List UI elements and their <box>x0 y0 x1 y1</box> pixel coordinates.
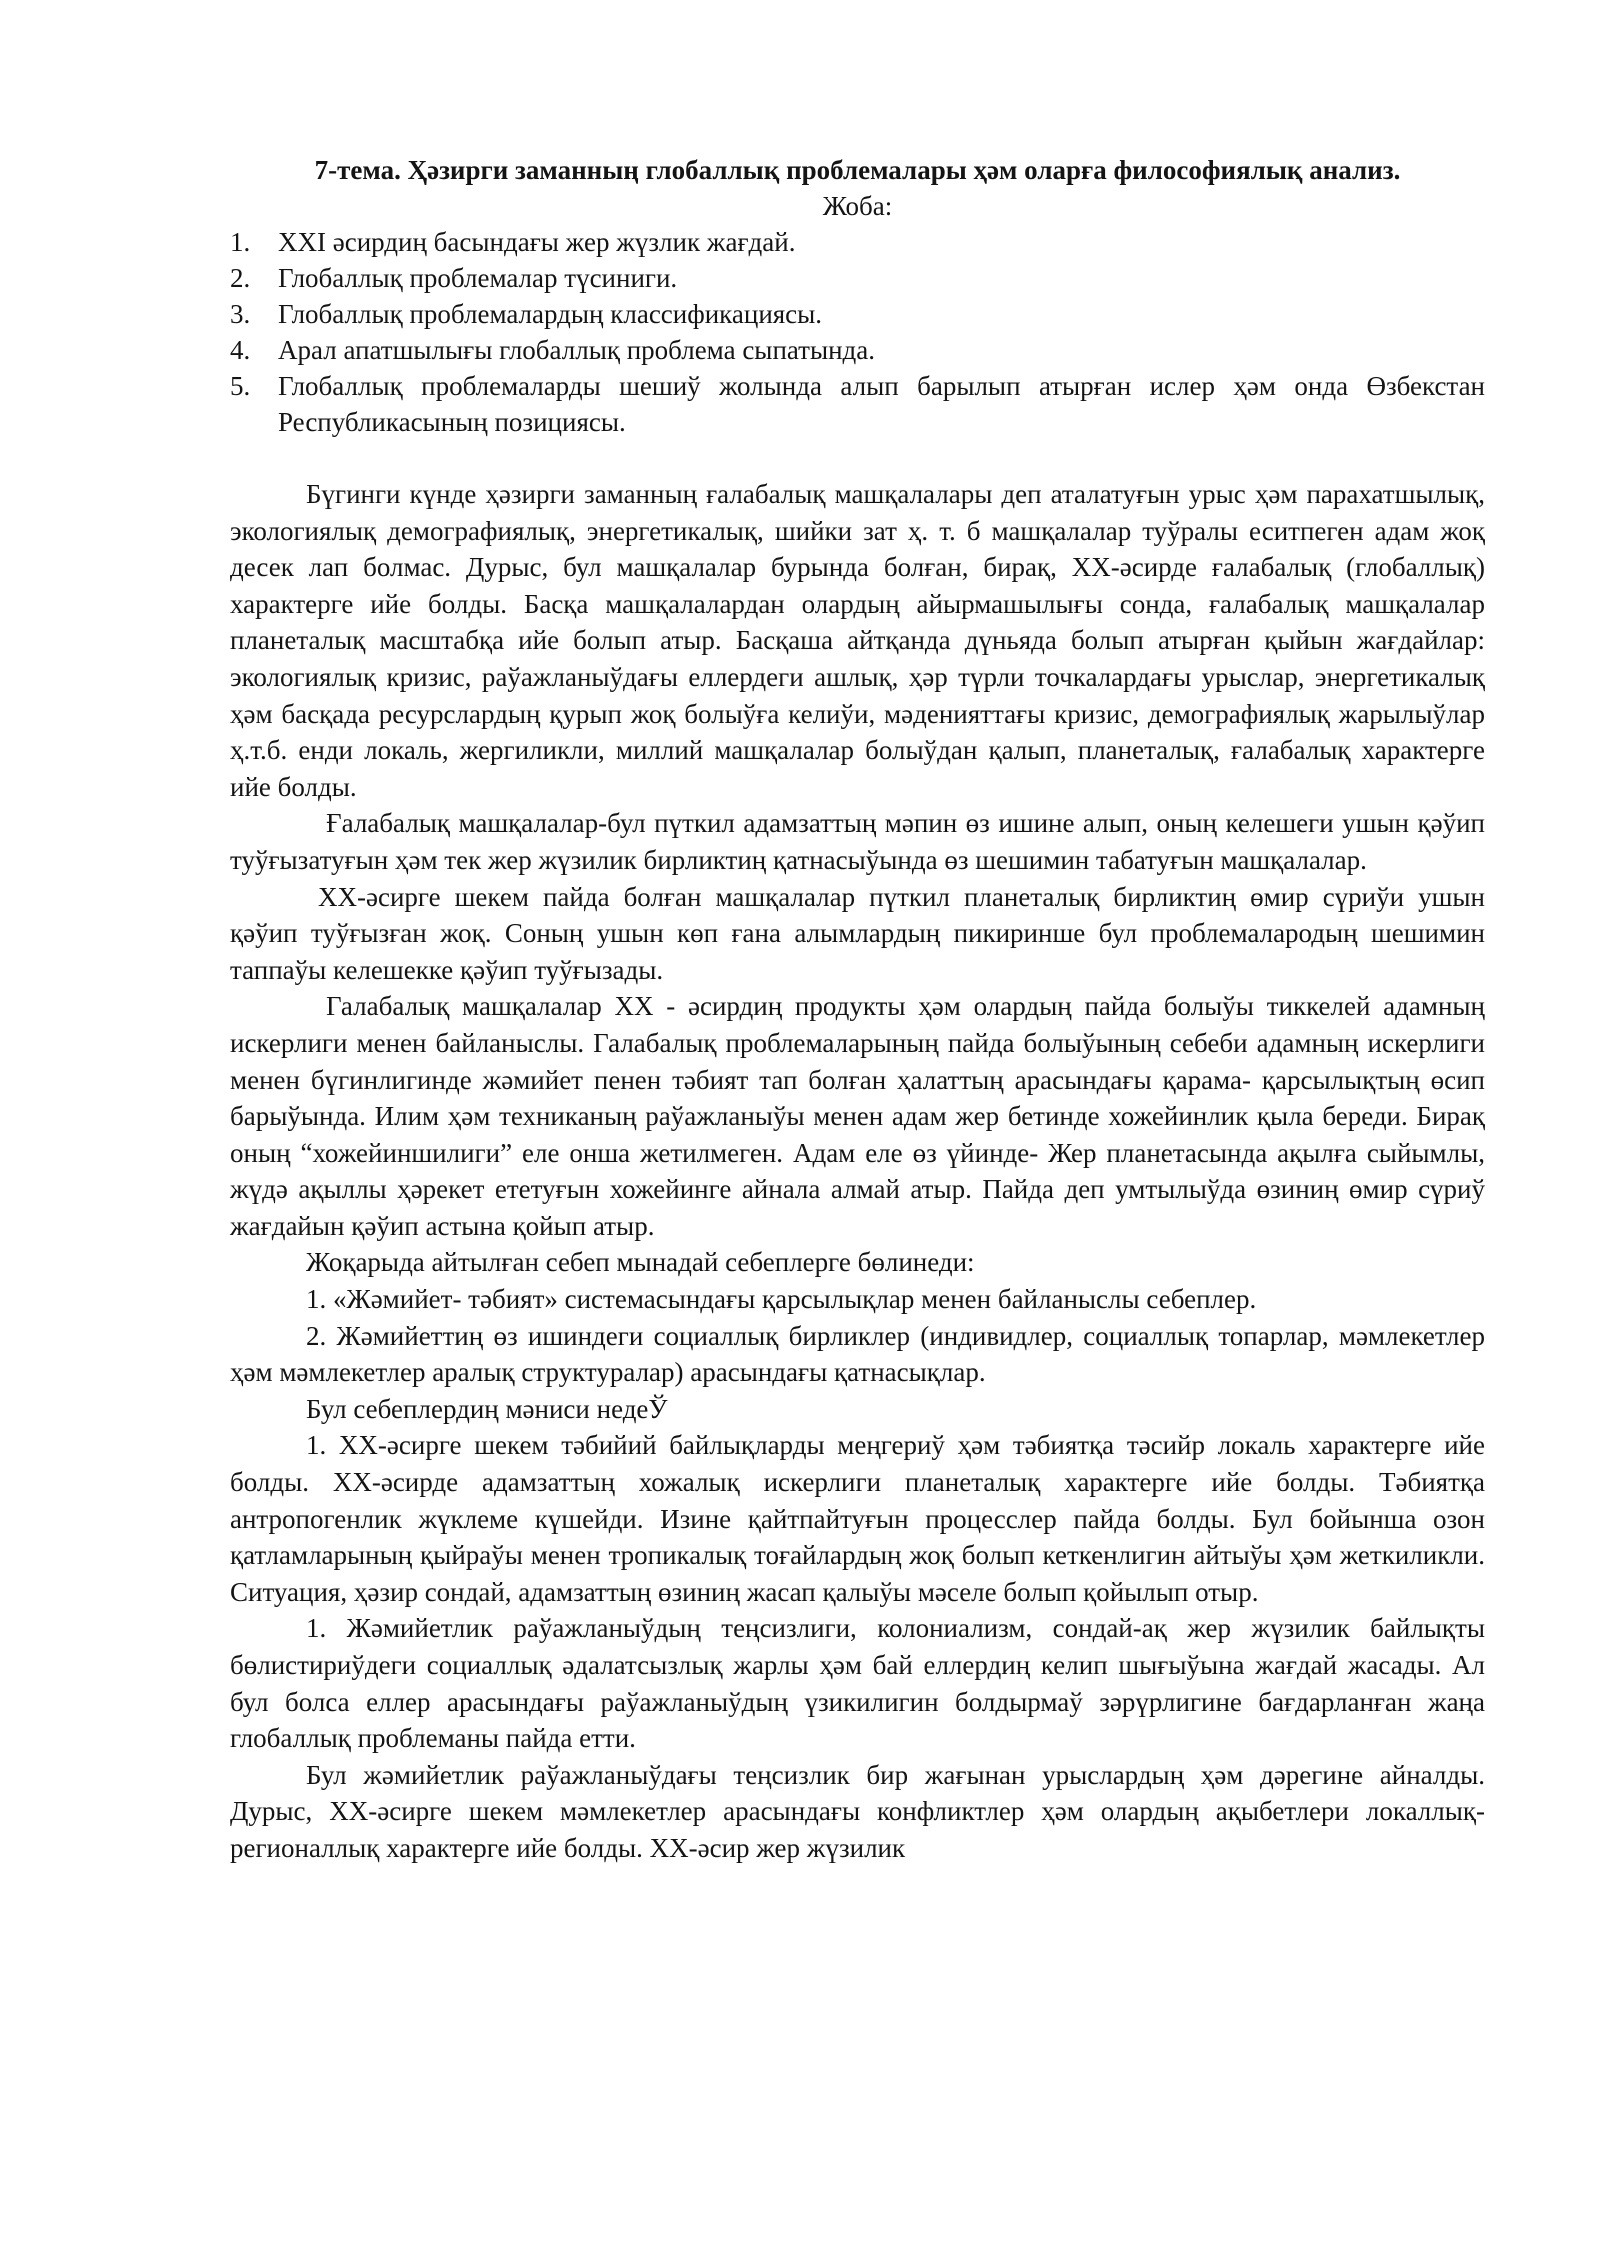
plan-item <box>230 296 1485 332</box>
plan-item <box>230 224 1485 260</box>
plan-item-text: Глобаллық проблемаларды шешиў жолында алып барылып атырған ислер ҳәм онда Өзбекстан Республикасының позициясы. <box>278 371 1485 437</box>
body-paragraph: Бул жәмийетлик раўажланыўдағы теңсизлик бир жағынан урыслардың ҳәм дәрегине айналды. Дурыс, ХХ-әсирге шекем мәмлекетлер арасындағы конфликтлер ҳәм олардың ақыбетлери локаллық- регионаллық характерге ийе болды. ХХ-әсир жер жүзилик <box>230 1759 1485 1863</box>
plan-item-text: Глобаллық проблемалар түсиниги. <box>278 263 678 293</box>
body-paragraph: 1. Жәмийетлик раўажланыўдың теңсизлиги, колониализм, сондай-ақ жер жүзилик байлықты бөлистириўдеги социаллық әдалатсызлық жарлы ҳәм бай еллердиң келип шығыўына жағдай жасады. Ал бул болса еллер арасындағы раўажланыўдың үзикилигин болдырмаў зәрүрлигине бағдарланған жаңа глобаллық проблеманы пайда етти. <box>230 1613 1485 1754</box>
plan-item-text: Глобаллық проблемалардың классификациясы. <box>278 299 823 329</box>
body-paragraph: Ғалабалық машқалалар-бул пүткил адамзаттың мәпин өз ишине алып, оның келешеги ушын қәўип туўғызатуғын ҳәм тек жер жүзилик бирликтиң қатнасыўында өз шешимин табатуғын машқалалар. <box>230 808 1485 875</box>
plan-heading: Жоба: <box>822 191 893 221</box>
body-paragraph: Галабалық машқалалар ХХ - әсирдиң продукты ҳәм олардың пайда болыўы тиккелей адамның искерлиги менен байланыслы. Галабалық проблемаларының пайда болыўының себеби адамның искерлиги менен бүгинлигинде жәмийет пенен тәбият тап болған ҳалаттың арасындағы қарама- қарсылықтың өсип барыўында. Илим ҳәм техниканың раўажланыўы менен адам жер бетинде хожейинлик қыла береди. Бирақ оның “хожейиншилиги” еле онша жетилмеген. Адам еле өз үйинде- Жер планетасында ақылға сыйымлы, жүдә ақыллы ҳәрекет ететуғын хожейинге айнала алмай атыр. Пайда деп умтылыўда өзиниң өмир сүриў жағдайын қәўип астына қойып атыр. <box>230 991 1485 1241</box>
body-paragraph: Жоқарыда айтылған себеп мынадай себеплерге бөлинеди: <box>306 1247 975 1278</box>
plan-item-number: 5. <box>230 371 251 401</box>
plan-item <box>230 368 1485 440</box>
body-paragraph: 2. Жәмийеттиң өз ишиндеги социаллық бирликлер (индивидлер, социаллық топарлар, мәмлекетлер ҳәм мәмлекетлер аралық структуралар) арасындағы қатнасықлар. <box>230 1320 1485 1388</box>
plan-list <box>230 224 1485 440</box>
body-paragraph: 1. ХХ-әсирге шекем тәбийий байлықларды меңгериў ҳәм тәбиятқа тәсийр локаль характерге ийе болды. ХХ-әсирде адамзаттың хожалық искерлиги планеталық характерге ийе болды. Тәбиятқа антропогенлик жүклеме күшейди. Изине қайтпайтуғын процесслер пайда болды. Бул бойынша озон қатламларының қыйраўы менен тропикалық тоғайлардың жоқ болып кеткенлигин айтыўы ҳәм жеткиликли. Ситуация, ҳәзир сондай, адамзаттың өзиниң жасап қалыўы мәселе болып қойылып отыр. <box>230 1430 1485 1607</box>
plan-item-number: 2. <box>230 263 251 293</box>
plan-item-number: 1. <box>230 227 251 257</box>
plan-item-text: XXI әсирдиң басындағы жер жүзлик жағдай. <box>278 227 796 257</box>
body-paragraph: Бул себеплердиң мәниси недеЎ <box>306 1393 668 1424</box>
body-paragraph: ХХ-әсирге шекем пайда болған машқалалар пүткил планеталық бирликтиң өмир сүриўи ушын қәўип туўғызған жоқ. Соның ушын көп ғана алымлардың пикиринше бул проблемалародың шешимин таппаўы келешекке қәўип туўғызады. <box>230 881 1485 985</box>
body-paragraph: Бүгинги күнде ҳәзирги заманның ғалабалық машқалалары деп аталатуғын урыс ҳәм парахатшылық, экологиялық демографиялық, энергетикалық, шийки зат ҳ. т. б машқалалар туўралы еситпеген адам жоқ десек лап болмас. Дурыс, бул машқалалар бурында болған, бирақ, ХХ-әсирде ғалабалық (глобаллық) характерге ийе болды. Басқа машқалалардан олардың айырмашылығы сонда, ғалабалық машқалалар планеталық масштабқа ийе болып атыр. Басқаша айтқанда дүньяда болып атырған қыйын жағдайлар: экологиялық кризис, раўажланыўдағы еллердеги ашлық, ҳәр түрли точкалардағы урыслар, энергетикалық ҳәм басқада ресурслардың қурып жоқ болыўға келиўи, мәденияттағы кризис, демографиялық жарылыўлар ҳ.т.б. енди локаль, жергиликли, миллий машқалалар болыўдан қалып, планеталық, ғалабалық характерге ийе болды. <box>230 479 1485 802</box>
document-title: 7-тема. Ҳәзирги заманның глобаллық проблемалары ҳәм оларға философиялық анализ. <box>314 155 1401 185</box>
body-paragraph: 1. «Жәмийет- тәбият» системасындағы қарсылықлар менен байланыслы себеплер. <box>306 1284 1257 1315</box>
plan-item <box>230 332 1485 368</box>
plan-item-text: Арал апатшылығы глобаллық проблема сыпатында. <box>278 335 876 365</box>
plan-item-number: 4. <box>230 335 251 365</box>
plan-item-number: 3. <box>230 299 251 329</box>
plan-item <box>230 260 1485 296</box>
